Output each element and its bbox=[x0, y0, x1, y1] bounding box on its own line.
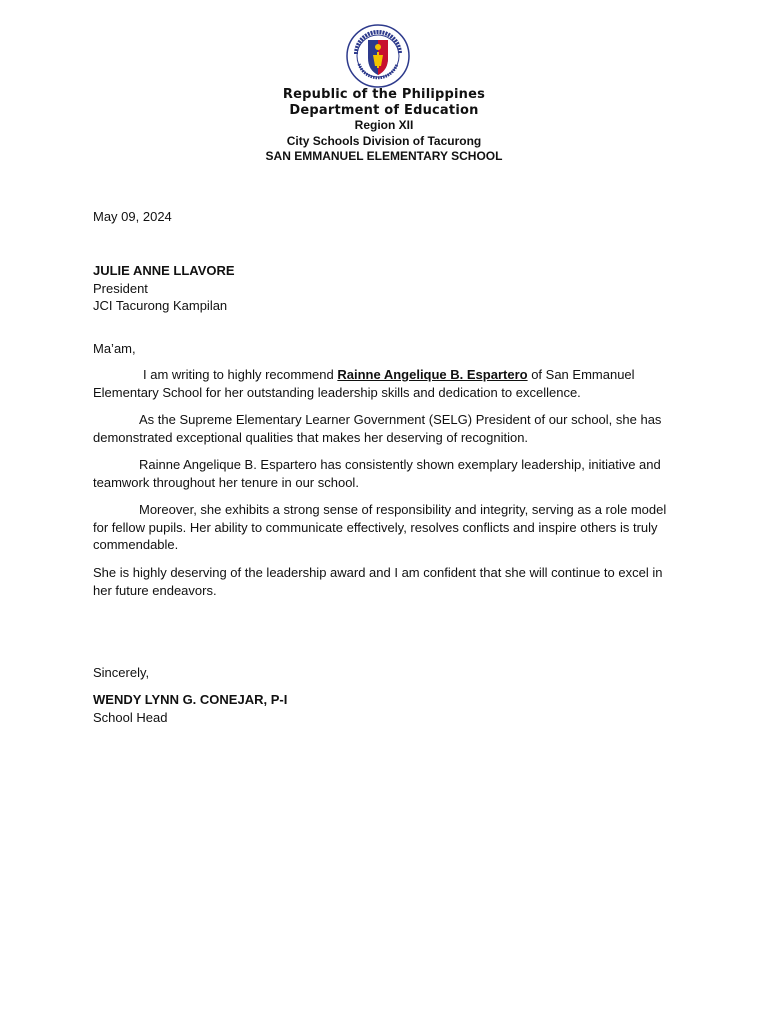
recipient-org: JCI Tacurong Kampilan bbox=[93, 298, 228, 313]
letterhead-line1: Republic of the Philippines bbox=[282, 87, 486, 102]
letterhead bbox=[0, 87, 768, 165]
letterhead-line4: City Schools Division of Tacurong bbox=[286, 133, 482, 148]
recipient-title: President bbox=[93, 280, 148, 296]
recipient-name: JULIE ANNE LLAVORE bbox=[93, 263, 235, 278]
signature-block bbox=[93, 691, 683, 726]
body-paragraph-5: She is highly deserving of the leadership award and I am confident that she will continue to excel in her future endeavors. bbox=[93, 565, 663, 598]
student-name: Rainne Angelique B. Espartero bbox=[337, 367, 528, 382]
letterhead-line5: SAN EMMANUEL ELEMENTARY SCHOOL bbox=[265, 149, 503, 163]
recipient-block bbox=[93, 262, 683, 315]
body-paragraph-3: Rainne Angelique B. Espartero has consistently shown exemplary leadership, initiative and teamwork throughout her tenure in our school. bbox=[93, 457, 661, 490]
letter-date: May 09, 2024 bbox=[93, 209, 172, 224]
signatory-name: WENDY LYNN G. CONEJAR, P-I bbox=[93, 692, 288, 707]
deped-seal-logo bbox=[346, 24, 410, 88]
body-paragraph-2: As the Supreme Elementary Learner Government (SELG) President of our school, she has demonstrated exceptional qualities that makes her deserving of recognition. bbox=[93, 412, 662, 445]
letterhead-line3: Region XII bbox=[354, 118, 414, 132]
signatory-title: School Head bbox=[93, 709, 168, 725]
salutation: Ma’am, bbox=[93, 341, 136, 356]
p1-intro: I am writing to highly recommend bbox=[143, 367, 338, 382]
p1-rest: of San Emmanuel Elementary School for her outstanding leadership skills and dedication to excellence. bbox=[93, 367, 635, 400]
body-paragraph-1 bbox=[93, 366, 683, 401]
letterhead-line2: Department of Education bbox=[289, 102, 479, 118]
body-paragraph-4: Moreover, she exhibits a strong sense of responsibility and integrity, serving as a role model for fellow pupils. Her ability to communicate effectively, resolves conflicts and inspire others is truly commendable. bbox=[93, 502, 667, 552]
closing: Sincerely, bbox=[93, 665, 150, 680]
